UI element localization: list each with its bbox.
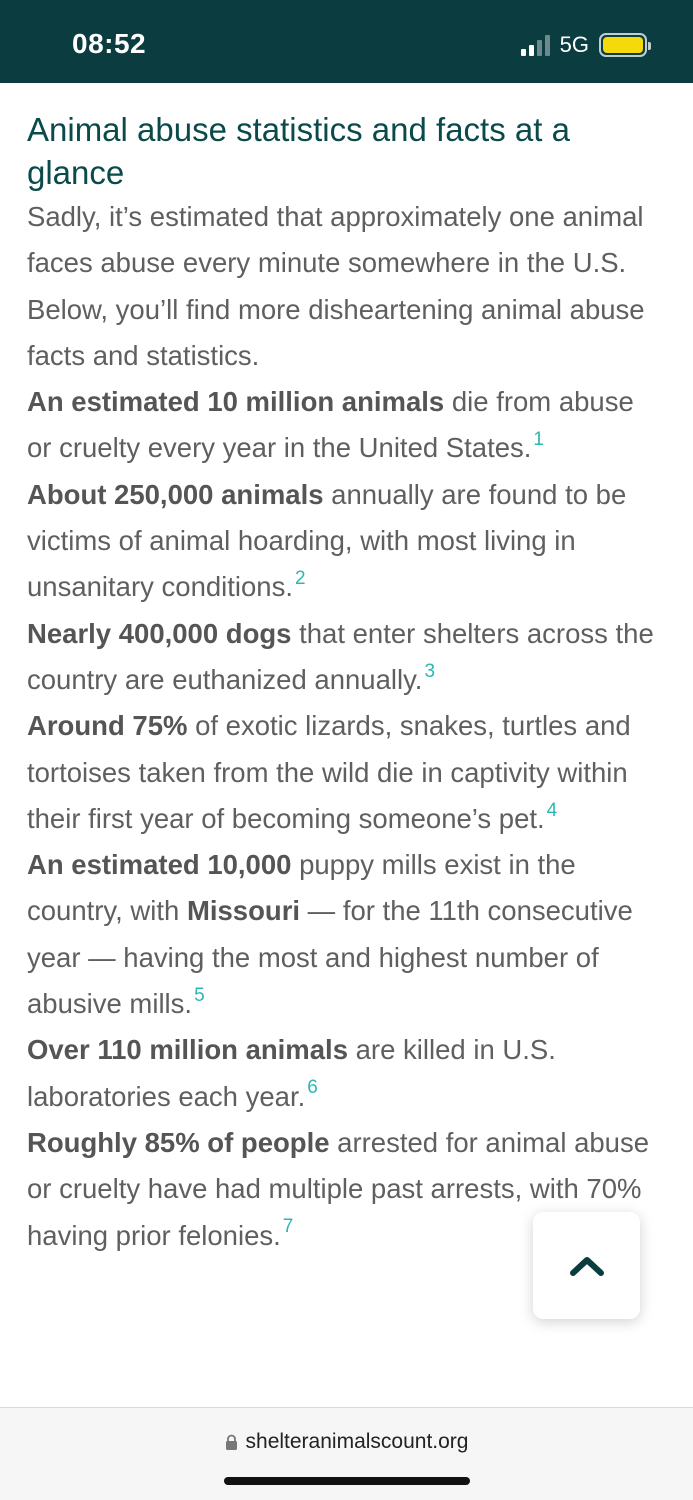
battery-icon: [599, 33, 647, 57]
fact-item: [27, 379, 657, 472]
fact-item: [27, 472, 657, 611]
fact-highlight: Missouri: [186, 895, 301, 927]
lock-icon: [225, 1434, 238, 1451]
fact-highlight: Over 110 million animals: [27, 1034, 348, 1066]
footnote-link[interactable]: 7: [282, 1216, 294, 1238]
chevron-up-icon: [569, 1255, 605, 1277]
article-content: [27, 108, 657, 1259]
fact-text: — for the 11th consecutive year — having the most and highest number of abusive mills.: [27, 895, 633, 1020]
url-text: shelteranimalscount.org: [245, 1430, 469, 1453]
footnote-link[interactable]: 4: [546, 799, 558, 821]
fact-highlight: About 250,000 animals: [27, 478, 324, 510]
fact-highlight: Roughly 85% of people: [27, 1126, 330, 1158]
home-indicator[interactable]: [224, 1477, 470, 1485]
fact-highlight: Around 75%: [27, 710, 188, 742]
fact-highlight: An estimated 10,000: [27, 849, 292, 881]
fact-text: arrested for animal abuse or cruelty have had multiple past arrests, with 70% having prior felonies.: [27, 1126, 650, 1251]
fact-item: [27, 1027, 657, 1120]
status-indicators: [521, 33, 647, 57]
browser-url-bar[interactable]: [0, 1407, 693, 1500]
section-heading: Animal abuse statistics and facts at a glance: [27, 111, 570, 191]
url-display[interactable]: [0, 1430, 693, 1454]
footnote-link[interactable]: 3: [424, 660, 436, 682]
footnote-link[interactable]: 5: [194, 984, 205, 1006]
fact-text: are killed in U.S. laboratories each year.: [27, 1034, 556, 1112]
footnote-link[interactable]: 1: [533, 429, 544, 451]
fact-text: of exotic lizards, snakes, turtles and tortoises taken from the wild die in captivity within their first year of becoming someone’s pet.: [27, 710, 631, 834]
status-time: 08:52: [72, 28, 147, 59]
fact-text: annually are found to be victims of animal hoarding, with most living in unsanitary conditions.: [27, 478, 627, 603]
network-type: 5G: [559, 32, 589, 57]
fact-highlight: Nearly 400,000 dogs: [27, 617, 292, 649]
footnote-link[interactable]: 6: [307, 1077, 318, 1099]
fact-text: puppy mills exist in the country, with: [27, 849, 576, 927]
footnote-link[interactable]: 2: [295, 568, 306, 590]
status-bar: [0, 0, 693, 83]
fact-item: [27, 842, 657, 1027]
fact-highlight: An estimated 10 million animals: [27, 386, 445, 418]
fact-text: die from abuse or cruelty every year in the United States.: [27, 386, 634, 464]
cellular-signal-icon: [521, 34, 550, 56]
fact-text: that enter shelters across the country are euthanized annually.: [27, 617, 654, 695]
fact-item: [27, 703, 657, 842]
fact-item: [27, 611, 657, 704]
scroll-to-top-button[interactable]: [533, 1212, 640, 1319]
intro-paragraph: Sadly, it’s estimated that approximately one animal faces abuse every minute somewhere in the U.S. Below, you’ll find more disheartening animal abuse facts and statistics.: [27, 201, 645, 371]
